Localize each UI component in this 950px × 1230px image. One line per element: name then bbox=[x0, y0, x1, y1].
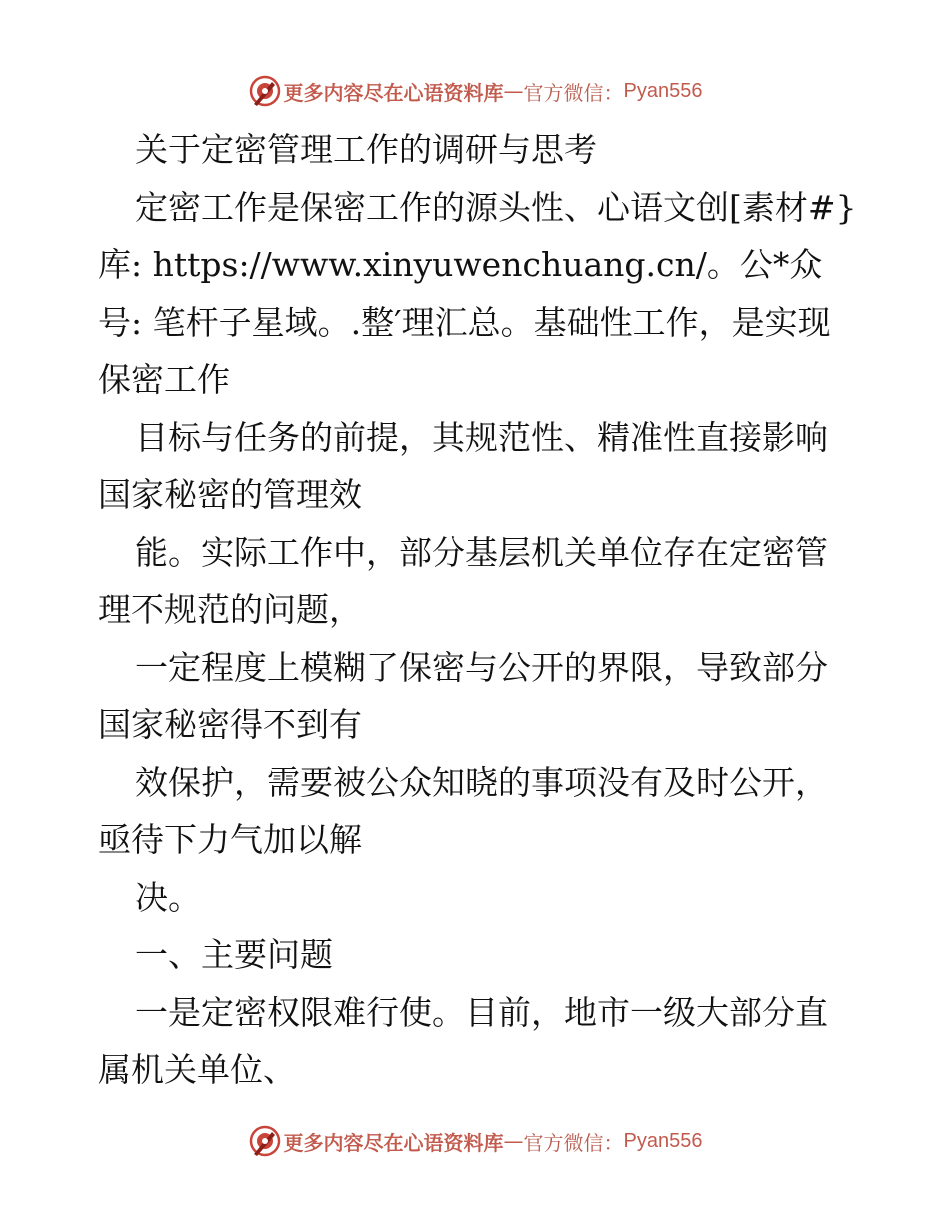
paragraph: 目标与任务的前提，其规范性、精准性直接影响国家秘密的管理效 bbox=[98, 417, 828, 514]
pen-logo-icon bbox=[248, 1124, 282, 1158]
banner-wechat-id: Pyan556 bbox=[623, 1129, 703, 1152]
banner-brand: 更多内容尽在心语资料库 bbox=[283, 1130, 504, 1155]
paragraph: 能。实际工作中，部分基层机关单位存在定密管理不规范的问题， bbox=[98, 532, 828, 629]
paragraph: 决。 bbox=[135, 877, 201, 917]
paragraph: 一是定密权限难行使。目前，地市一级大部分直属机关单位、 bbox=[98, 992, 828, 1089]
paragraph: 效保护，需要被公众知晓的事项没有及时公开，亟待下力气加以解 bbox=[98, 762, 828, 859]
document-title: 关于定密管理工作的调研与思考 bbox=[135, 130, 597, 169]
header-banner bbox=[0, 71, 950, 111]
banner-separator: — bbox=[503, 79, 524, 103]
banner-brand: 更多内容尽在心语资料库 bbox=[283, 80, 504, 105]
document-body bbox=[98, 121, 858, 1099]
paragraph: 定密工作是保密工作的源头性、心语文创[素材#}库: https://www.xinyuwenchuang.cn/。公*众号: 笔杆子星域。.整′理汇总。基础性工作，是实现保密工作 bbox=[98, 187, 857, 399]
banner-separator: — bbox=[503, 1129, 524, 1153]
footer-banner bbox=[0, 1121, 950, 1161]
banner-wechat-id: Pyan556 bbox=[623, 79, 703, 102]
pen-logo-icon bbox=[248, 74, 282, 108]
banner-official-label: 官方微信： bbox=[523, 1130, 624, 1155]
banner-official-label: 官方微信： bbox=[523, 80, 624, 105]
paragraph: 一定程度上模糊了保密与公开的界限，导致部分国家秘密得不到有 bbox=[98, 647, 828, 744]
section-heading: 一、主要问题 bbox=[135, 935, 333, 974]
